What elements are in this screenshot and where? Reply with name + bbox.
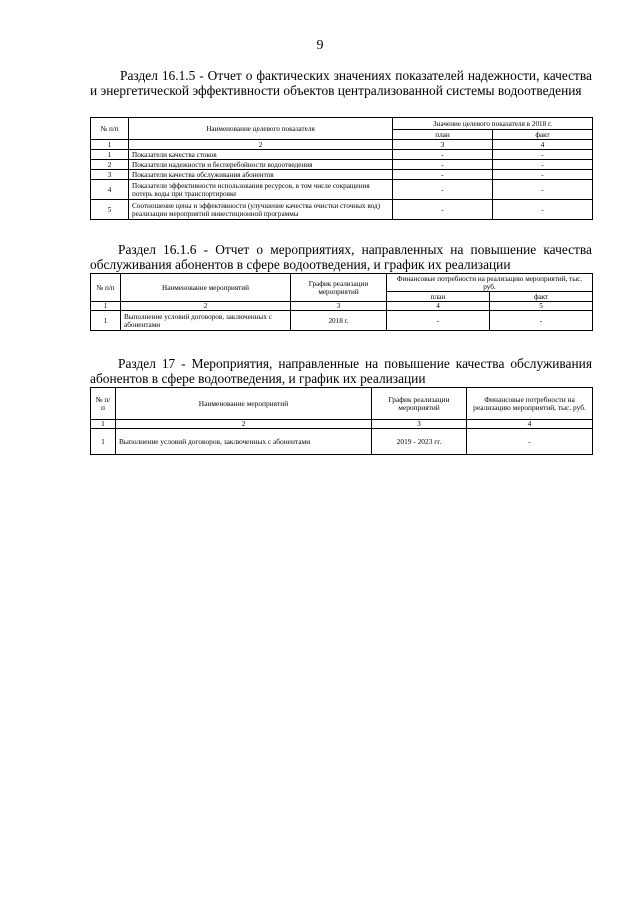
table-row xyxy=(91,180,593,200)
section-16-1-5-heading: Раздел 16.1.5 - Отчет о фактических значениях показателей надежности, качества и энергетической эффективности объектов централизованной системы водоотведения xyxy=(90,68,592,98)
header-fact: факт xyxy=(493,130,593,140)
column-number-row xyxy=(91,302,593,311)
col-number: 3 xyxy=(291,302,387,311)
row-plan: - xyxy=(393,170,493,180)
page-number: 9 xyxy=(316,38,324,53)
row-num: 5 xyxy=(91,200,129,220)
header-activity-name: Наименование мероприятий xyxy=(116,388,372,420)
row-fact: - xyxy=(493,160,593,170)
row-name: Показатели надежности и бесперебойности водоотведения xyxy=(129,160,393,170)
col-number: 1 xyxy=(91,420,116,429)
col-number: 4 xyxy=(387,302,490,311)
col-number: 4 xyxy=(493,140,593,150)
row-num: 4 xyxy=(91,180,129,200)
row-schedule: 2019 - 2023 гг. xyxy=(372,429,467,455)
col-number: 2 xyxy=(121,302,291,311)
row-plan: - xyxy=(393,200,493,220)
indicators-table xyxy=(90,117,593,220)
row-name: Соотношение цены и эффективности (улучшение качества очистки сточных вод) реализации мероприятий инвестиционной программы xyxy=(129,200,393,220)
row-num: 3 xyxy=(91,170,129,180)
row-plan: - xyxy=(393,180,493,200)
header-num: № п/п xyxy=(91,118,129,140)
row-fact: - xyxy=(493,200,593,220)
row-name: Выполнение условий договоров, заключенных с абонентами xyxy=(116,429,372,455)
row-num: 1 xyxy=(91,429,116,455)
header-plan: план xyxy=(393,130,493,140)
table-row xyxy=(91,150,593,160)
activities-plan-table xyxy=(90,387,593,455)
header-finance: Финансовые потребности на реализацию мероприятий, тыс. руб. xyxy=(387,274,593,292)
row-plan: - xyxy=(387,311,490,331)
row-fact: - xyxy=(490,311,593,331)
header-schedule: График реализации мероприятий xyxy=(291,274,387,302)
row-name: Показатели качества стоков xyxy=(129,150,393,160)
header-fact: факт xyxy=(490,292,593,302)
column-number-row xyxy=(91,140,593,150)
table-row xyxy=(91,429,593,455)
row-fact: - xyxy=(493,170,593,180)
header-target-value: Значение целевого показателя в 2018 г. xyxy=(393,118,593,130)
table-row xyxy=(91,160,593,170)
col-number: 2 xyxy=(129,140,393,150)
row-num: 1 xyxy=(91,311,121,331)
row-schedule: 2018 г. xyxy=(291,311,387,331)
col-number: 2 xyxy=(116,420,372,429)
section-16-1-6-heading: Раздел 16.1.6 - Отчет о мероприятиях, направленных на повышение качества обслуживания абонентов в сфере водоотведения, и график их реализации xyxy=(90,242,592,272)
col-number: 5 xyxy=(490,302,593,311)
row-fact: - xyxy=(493,180,593,200)
col-number: 3 xyxy=(393,140,493,150)
table-row xyxy=(91,311,593,331)
header-num: № п/п xyxy=(91,388,116,420)
table-row xyxy=(91,200,593,220)
row-finance: - xyxy=(467,429,593,455)
row-name: Показатели эффективности использования ресурсов, в том числе сокращения потерь воды при транспортировке xyxy=(129,180,393,200)
header-finance: Финансовые потребности на реализацию мероприятий, тыс. руб. xyxy=(467,388,593,420)
col-number: 3 xyxy=(372,420,467,429)
col-number: 4 xyxy=(467,420,593,429)
table-row xyxy=(91,170,593,180)
row-num: 1 xyxy=(91,150,129,160)
header-indicator-name: Наименование целевого показателя xyxy=(129,118,393,140)
activities-report-table xyxy=(90,273,593,331)
header-schedule: График реализации мероприятий xyxy=(372,388,467,420)
header-num: № п/п xyxy=(91,274,121,302)
row-name: Показатели качества обслуживания абонентов xyxy=(129,170,393,180)
row-name: Выполнение условий договоров, заключенных с абонентами xyxy=(121,311,291,331)
header-plan: план xyxy=(387,292,490,302)
row-fact: - xyxy=(493,150,593,160)
row-num: 2 xyxy=(91,160,129,170)
row-plan: - xyxy=(393,150,493,160)
col-number: 1 xyxy=(91,140,129,150)
column-number-row xyxy=(91,420,593,429)
section-17-heading: Раздел 17 - Мероприятия, направленные на повышение качества обслуживания абонентов в сфере водоотведения, и график их реализации xyxy=(90,356,592,386)
row-plan: - xyxy=(393,160,493,170)
col-number: 1 xyxy=(91,302,121,311)
header-activity-name: Наименование мероприятий xyxy=(121,274,291,302)
